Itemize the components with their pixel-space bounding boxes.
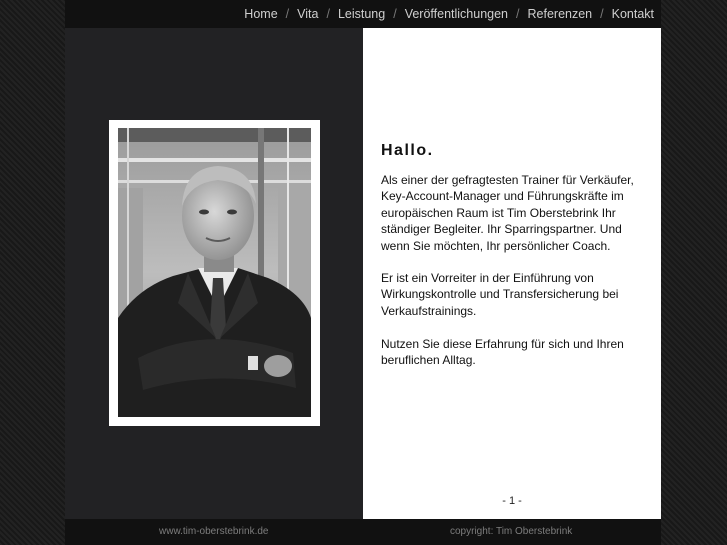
main-navigation	[244, 0, 654, 28]
page-number: - 1 -	[502, 495, 522, 507]
content-panel	[363, 28, 661, 519]
nav-separator: /	[516, 7, 520, 21]
nav-separator: /	[600, 7, 604, 21]
nav-item-referenzen[interactable]: Referenzen	[527, 7, 593, 21]
nav-item-home[interactable]: Home	[244, 7, 278, 21]
invitation-paragraph: Nutzen Sie diese Erfahrung für sich und Ihren beruflichen Alltag.	[381, 337, 624, 368]
nav-item-kontakt[interactable]: Kontakt	[611, 7, 654, 21]
footer	[65, 519, 661, 545]
nav-separator: /	[285, 7, 290, 21]
photo-panel	[65, 28, 363, 519]
site-frame	[65, 0, 661, 545]
footer-domain: www.tim-oberstebrink.de	[159, 526, 269, 537]
intro-paragraph: Als einer der gefragtesten Trainer für Verkäufer, Key-Account-Manager und Führungskräfte im europäischen Raum ist Tim Oberstebrink Ihr ständiger Begleiter. Ihr Sparringspartner. Und wenn Sie möchten, Ihr persönlicher Coach.	[381, 173, 634, 253]
nav-separator: /	[326, 7, 330, 21]
portrait-frame	[109, 120, 320, 426]
pioneer-paragraph: Er ist ein Vorreiter in der Einführung von Wirkungskontrolle und Transfersicherung bei Verkaufstrainings.	[381, 271, 619, 318]
portrait-photo	[118, 128, 311, 417]
nav-item-veroeffentlichungen[interactable]: Veröffentlichungen	[404, 7, 509, 21]
nav-separator: /	[393, 7, 397, 21]
footer-copyright: copyright: Tim Oberstebrink	[450, 526, 573, 537]
greeting-heading: Hallo.	[381, 142, 434, 159]
nav-item-leistung[interactable]: Leistung	[337, 7, 386, 21]
nav-item-vita[interactable]: Vita	[297, 7, 319, 21]
